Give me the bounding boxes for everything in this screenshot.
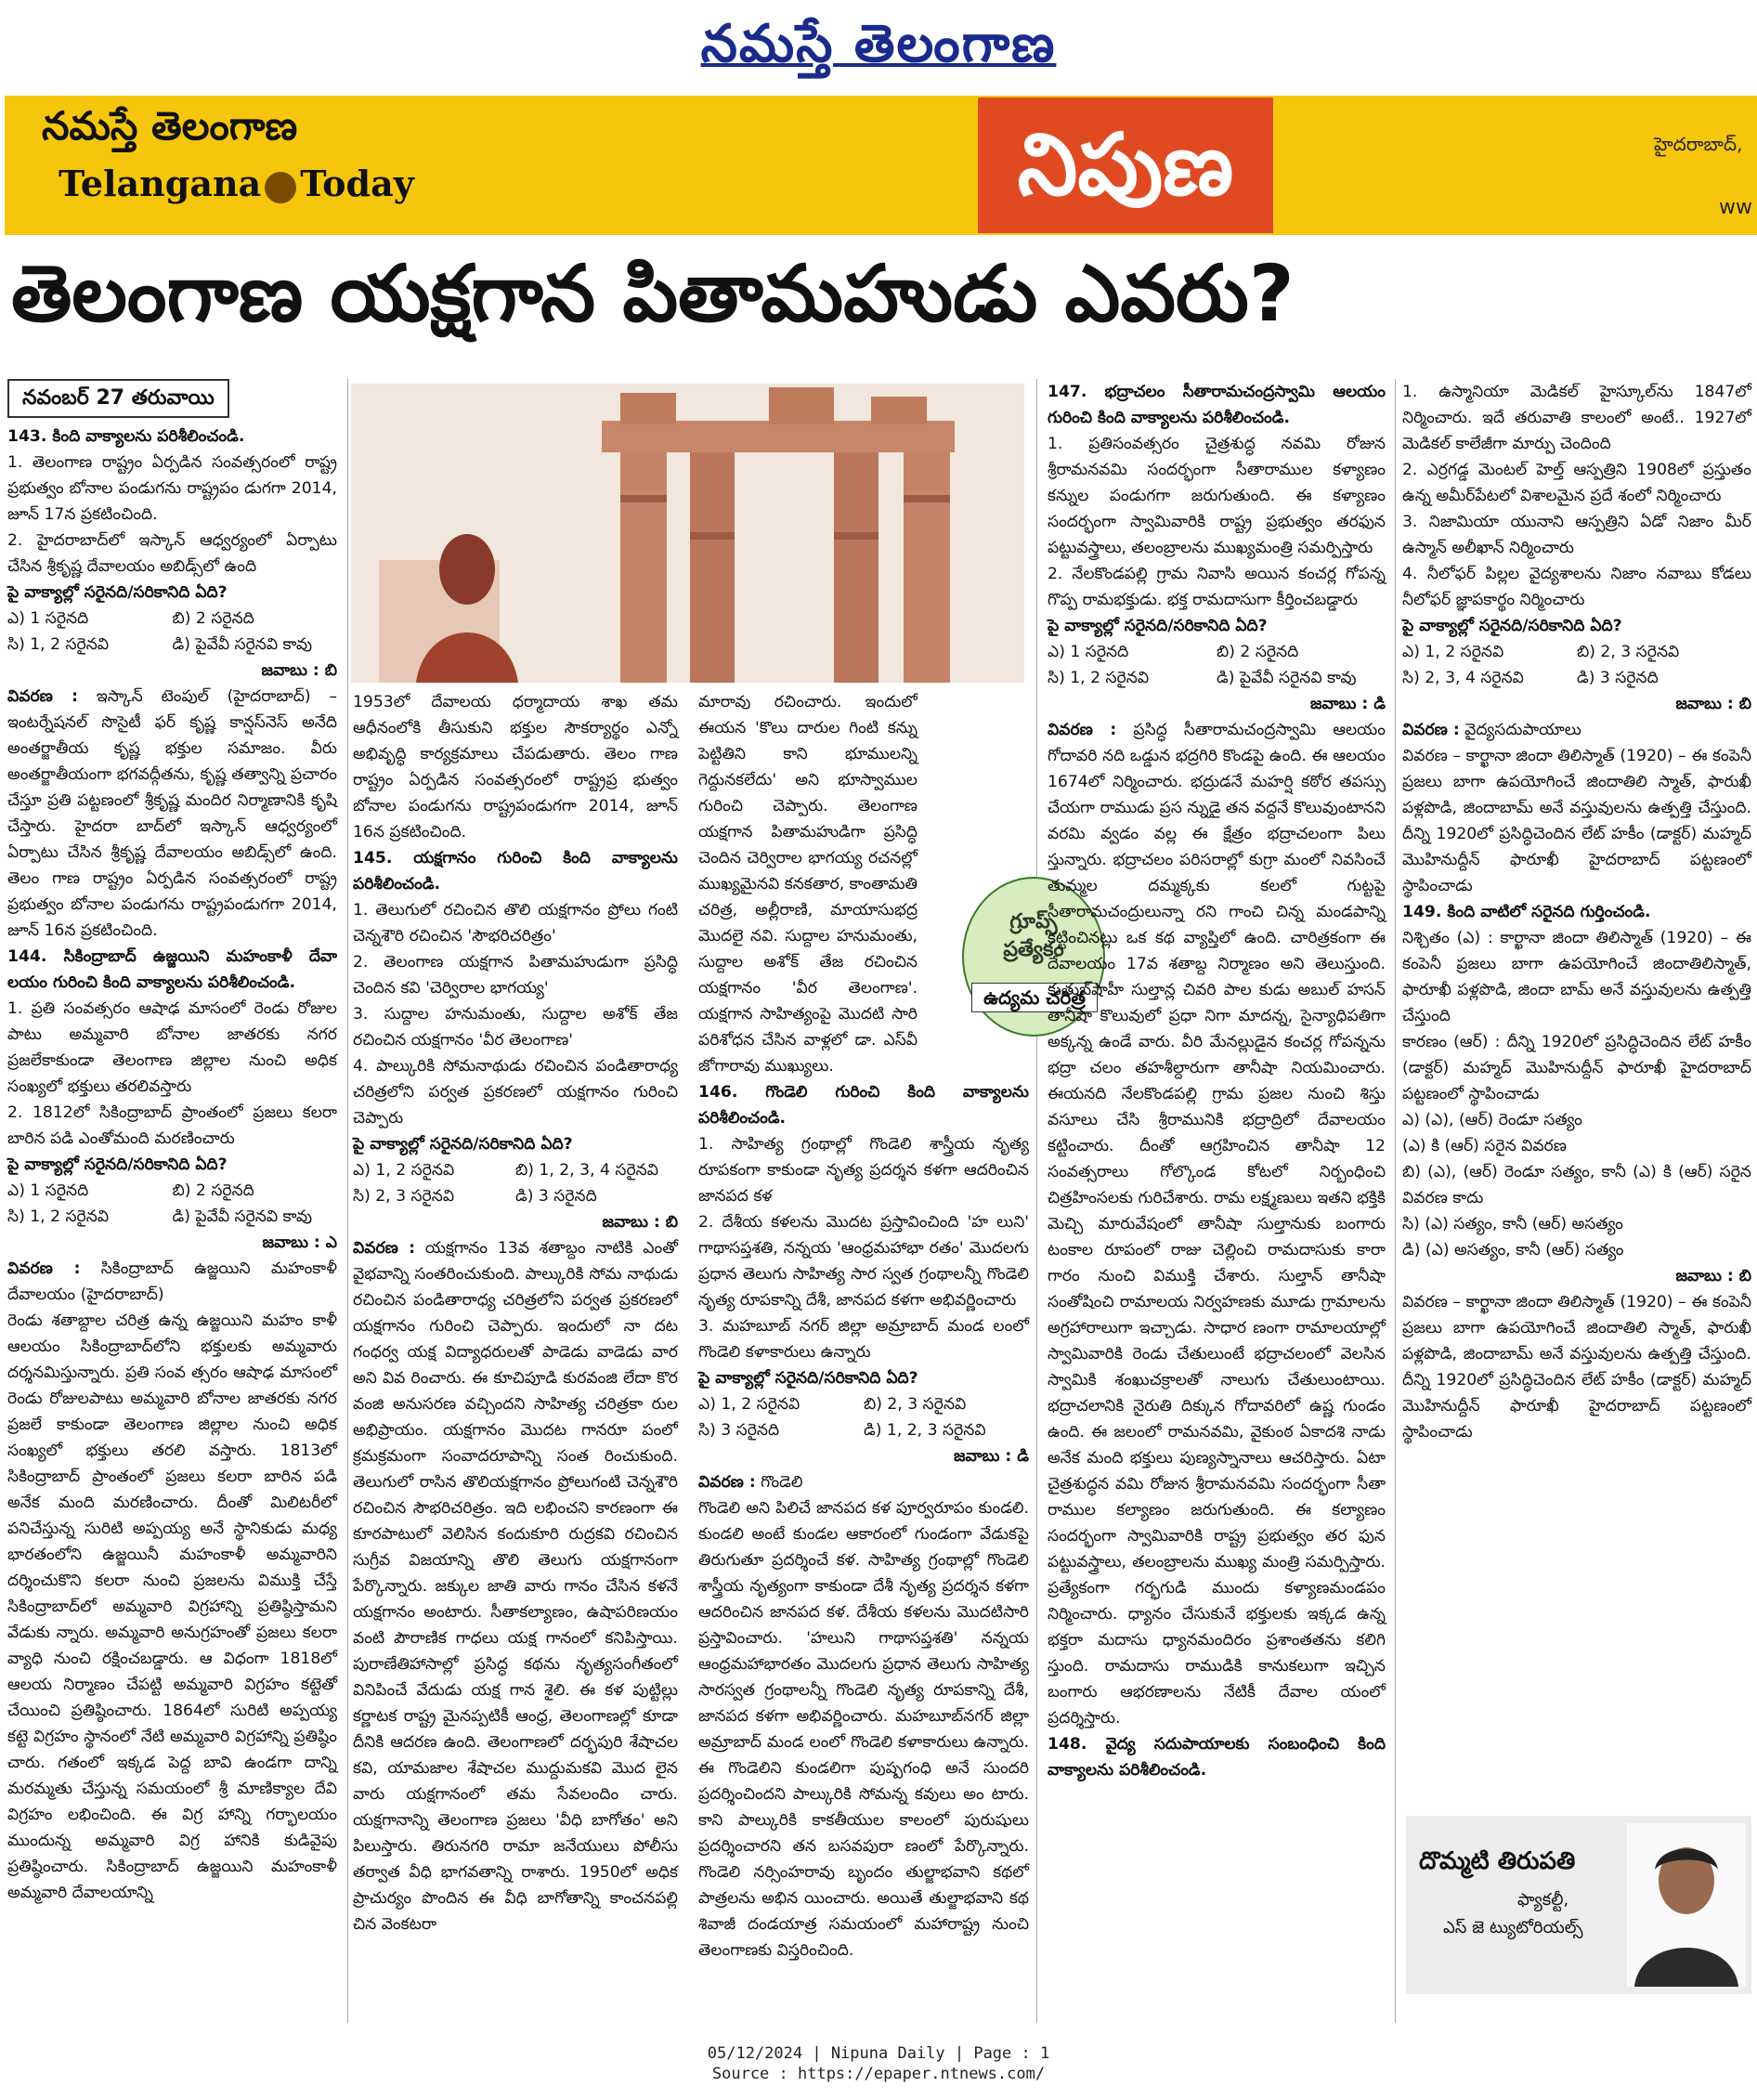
footer-date-page: 05/12/2024 | Nipuna Daily | Page : 1 (707, 2044, 1050, 2063)
statement: 1. ప్రతి సంవత్సరం ఆషాఢ మాసంలో రెండు రోజుల పాటు అమ్మవారి బోనాల జాతరకు నగర ప్రజలేకాకుండా తెలంగాణ జిల్లాల నుంచి అధిక సంఖ్యలో భక్తులు తరలివస్తారు (7, 999, 337, 1096)
explanation-heading: వివరణ : (1048, 721, 1117, 739)
option: బి) 2 సరైనది (172, 609, 254, 628)
statement: 3. మహబూబ్ నగర్ జిల్లా అమ్రాబాద్ మండ లంలో గొండెలి కళాకారులు ఉన్నారు (698, 1317, 1029, 1362)
option: ఎ) 1 సరైనది (7, 609, 89, 628)
option: ఎ) 1, 2 సరైనవి (698, 1395, 800, 1414)
question-prompt: పై వాక్యాల్లో సరైనది/సరికానిది ఏది? (1402, 617, 1622, 635)
paragraph: మారావు రచించారు. ఇందులో ఈయన 'కొలు దారుల గింటి కన్ను పెట్టితిని కాని భూములన్ని గెద్దునకలేదు' అని భూస్వాముల గురించి చెప్పారు. తెలంగాణ యక్షగాన పితామహుడిగా ప్రసిద్ధి చెందిన చెర్విరాల భాగయ్య రచనల్లో ముఖ్యమైనవి కనకతార, కాంతామతి చరిత్ర, అల్లీరాణి, మాయాసుభద్ర మొదలై నవి. సుద్దాల హనుమంతు, సుద్దాల అశోక్ తేజ రచించిన యక్షగానం 'వీర తెలంగాణ'. యక్షగాన సాహిత్యంపై మొదటి సారి పరిశోధన చేసిన వాళ్లలో డా. ఎస్‌వీ జోగారావు ముఖ్యులు. (698, 693, 918, 1076)
option: డి) (ఎ) అసత్యం, కానీ (ఆర్) సత్యం (1402, 1241, 1624, 1259)
statement: 2. హైదరాబాద్‌లో ఇస్కాన్ ఆధ్వర్యంలో ఏర్పాటు చేసిన శ్రీకృష్ణ దేవాలయం అబిడ్స్‌లో ఉంది (7, 531, 337, 576)
answer: జవాబు : బి (1675, 695, 1751, 713)
statement: 1. తెలంగాణ రాష్ట్రం ఏర్పడిన సంవత్సరంలో రాష్ట్ర ప్రభుత్వం బోనాల పండుగను రాష్ట్రపం డుగగా 2014, జూన్ 17న ప్రకటించింది. (7, 453, 337, 524)
explanation (1402, 717, 1751, 743)
option: ఎ) (ఎ), (ఆర్) రెండూ సత్యం (1402, 1111, 1582, 1129)
option: సి) 2, 3 సరైనవి (353, 1187, 455, 1206)
website-fragment: ww (1719, 196, 1752, 219)
option: బి) 2 సరైనది (172, 1181, 254, 1200)
explanation-text: వివరణ – కార్ఖానా జిందా తిలిస్మాత్ (1920) – ఈ కంపెనీ ప్రజలు బాగా ఉపయోగించే జిందాతిలి స్మాత్, ఫారుఖీ పళ్లపొడి, జిందాబామ్ అనే వస్తువులను ఉత్పత్తి చేస్తుంది. దీన్ని 1920లో ప్రసిద్ధిచెందిన లేట్ హకీం (డాక్టర్) మహ్మద్ మొహినుద్దీన్ ఫారూఖీ హైదరాబాద్ పట్టణంలో స్థాపించాడు (1402, 1293, 1751, 1441)
explanation (7, 1256, 337, 1308)
question-prompt: పై వాక్యాల్లో సరైనది/సరికానిది ఏది? (1048, 617, 1268, 635)
explanation-heading: వివరణ : (698, 1473, 756, 1492)
explanation-text: గొండెలి అని పిలిచే జానపద కళ పూర్వరూపం కుండలి. కుండలి అంటే కుండల ఆకారంలో గుండంగా వేడుకపై తిరుగుతూ ప్రదర్శించే కళ. సాహిత్య గ్రంథాల్లో గొండెలి శాస్త్రీయ నృత్యంగా కాకుండా దేశీ నృత్య ప్రదర్శన కళగా ఆదరించిన జానపద కళ. దేశీయ కళలను మొదటిసారి ప్రస్తావించారు. 'హలుని గాథాసప్తశతి' నన్నయ ఆంధ్రమహాభారతం మొదలగు ప్రధాన తెలుగు సాహిత్య సారస్వత గ్రంథాలన్నీ గొండెలి నృత్య రూపకాన్ని దేశీ, జానపద కళగా అభివర్ణించారు. మహబూబ్‌నగర్ జిల్లా అమ్రాబాద్ మండ లంలో గొండెలి కళాకారులు ఉన్నారు. ఈ గొండెలిని కుండలిగా పుష్పగంధి అనే సుందరి ప్రదర్శించిందని పాల్కురికి సోమన్న కవులు అం టారు. కాని పాల్కురికి కాకతీయుల కాలంలో పురుషులు ప్రదర్శించారని తన బసవపురా ణంలో పేర్కొన్నారు. గొండెలి నర్సింహరావు బృందం తుల్జాభవాని కథలో పాత్రలను అభిన యించారు. అయితే తుల్జాభవాని కథ శివాజీ దండయాత్ర సమయంలో మహారాష్ట్ర నుంచి తెలంగాణకు విస్తరించింది. (698, 1499, 1029, 1960)
reason: కారణం (ఆర్) : దీన్ని 1920లో ప్రసిద్ధిచెందిన లేట్ హకీం (డాక్టర్) మహ్మద్ మొహినుద్దీన్ ఫారూఖీ హైదరాబాద్ పట్టణంలో స్థాపించాడు (1402, 1033, 1751, 1103)
statement: 4. నీలోఫర్ పిల్లల వైద్యశాలను నిజాం నవాబు కోడలు నీలోఫర్ జ్ఞాపకార్థం నిర్మించారు (1402, 565, 1751, 609)
author-organization: ఎస్ జె ట్యుటోరియల్స్ (1443, 1918, 1583, 1937)
explanation-heading: వివరణ : (7, 1259, 81, 1278)
question-prompt: పై వాక్యాల్లో సరైనది/సరికానిది ఏది? (698, 1369, 918, 1388)
question-147: 147. భద్రాచలం సీతారామచంద్రస్వామి ఆలయం గురించి కింది వాక్యాలను పరిశీలించండి. (1048, 383, 1386, 427)
statement: 2. నేలకొండపల్లి గ్రామ నివాసి అయిన కంచర్ల గోపన్న గొప్ప రామభక్తుడు. భక్త రామదాసుగా కీర్తించబడ్డారు (1048, 565, 1386, 609)
brand-english-left: Telangana (59, 163, 262, 204)
statement: 3. సుద్దాల హనుమంతు, సుద్దాల అశోక్ తేజ రచించిన యక్షగానం 'వీర తెలంగాణ' (353, 1005, 678, 1050)
option: డి) 3 సరైనది (515, 1187, 597, 1206)
brand-telugu: నమస్తే తెలంగాణ (42, 103, 298, 149)
option: బి) 2 సరైనది (1217, 643, 1299, 661)
explanation-text: యక్షగానం 13వ శతాబ్దం నాటికి ఎంతో వైభవాన్ని సంతరించుకుంది. పాల్కురికి సోమ నాథుడు రచించిన పండితారాధ్య చరిత్రలోని పర్వత ప్రకరణలో యక్షగానం గురించి చెప్పారు. ఇందులో నా దట గంధర్వ యక్ష విద్యాధరులతో పాడెడు వాడెడు వార అని వివ రించారు. ఈ కూచిపూడి కురవంజి లేదా కొర వంజి అనుసరణ వచ్చిందని సాహిత్య చరిత్రకా రుల అభిప్రాయం. యక్షగానం మొదట గానరూ పంలో క్రమక్రమంగా సంవాదరూపాన్ని సంత రించుకుంది. తెలుగులో రాసిన తొలియక్షగానం ప్రోలుగంటి చెన్నశౌరి రచించిన సౌభరిచరిత్రం. ఇది లభించని కారణంగా ఈ కూరపాటులో వెలిసిన కందుకూరి రుద్రకవి రచించిన సుగ్రీవ విజయాన్ని తొలి తెలుగు యక్షగానంగా పేర్కొన్నారు. జక్కుల జాతి వారు గానం చేసిన కళనే యక్షగానం అంటారు. సీతాకల్యాణం, ఉషాపరిణయం వంటి పౌరాణిక గాధలు యక్ష గానంలో కనిపిస్తాయి. పురాణేతిహాసాల్లో ప్రసిద్ధ కథను నృత్యసంగీతంలో వినిపించే వేదుడు యక్ష గాన శైలి. ఈ కళ పుట్టిల్లు కర్ణాటక రాష్ట్ర మైనప్పటికీ ఆంధ్ర, తెలంగాణల్లో కూడా దీనికి ఆదరణ ఉంది. తెలంగాణలో దర్భపురి శేషాచల కవి, యామజాల శేషాచల ముద్దుమకవి మొద లైన వారు యక్షగానంలో తమ సేవలందిం చారు. యక్షగానాన్ని తెలంగాణ ప్రజలు 'వీధి బాగోతం' అని పిలుస్తారు. తిరునగరి రామా జనేయులు పోలీసు తర్వాత వీధి భాగవతాన్ని రాశారు. 1950లో అధిక ప్రాచుర్యం పొందిన ఈ వీధి బాగోతాన్ని కాంచనపల్లి చిన వెంకటరా (353, 1239, 679, 1934)
answer: జవాబు : బి (602, 1213, 678, 1232)
option: ఎ) 1 సరైనది (1048, 643, 1129, 661)
options (698, 1391, 1029, 1443)
options (353, 1157, 678, 1209)
question-prompt: పై వాక్యాల్లో సరైనది/సరికానిది ఏది? (353, 1135, 573, 1154)
explanation-heading: వివరణ : (353, 1239, 416, 1258)
masthead (0, 0, 1757, 88)
statement: 2. 1812లో సికింద్రాబాద్ ప్రాంతంలో ప్రజలు కలరా బారిన పడి ఎంతోమంది మరణించారు (7, 1103, 337, 1148)
explanation (1048, 717, 1386, 1731)
option: సి) 2, 3, 4 సరైనవి (1402, 669, 1524, 687)
option: సి) 1, 2 సరైనవి (7, 635, 110, 654)
question-145: 145. యక్షగానం గురించి కింది వాక్యాలను పరిశీలించండి. (353, 849, 678, 893)
author-box (1406, 1816, 1751, 1994)
option: డి) పైవేవీ సరైనవి కావు (1217, 669, 1357, 687)
section-banner (5, 96, 1757, 235)
footer-source: Source : https://epaper.ntnews.com/ (711, 2065, 1046, 2083)
option: సి) 3 సరైనది (698, 1421, 780, 1440)
option: ఎ) 1, 2 సరైనవి (1402, 643, 1504, 661)
explanation (698, 1469, 1029, 1495)
assertion: నిశ్చితం (ఎ) : కార్ఖానా జిందా తిలిస్మాత్ (1920) – ఈ కంపెనీ ప్రజలు బాగా ఉపయోగించే జిందాతిలిస్మాత్, ఫారూఖీ పళ్లపొడి, జిందా బామ్ అనే వస్తువులను ఉత్పత్తి చేస్తుంది (1402, 929, 1751, 1025)
column-divider (1036, 379, 1037, 2023)
explanation-text: ప్రసిద్ధ సీతారామచంద్రస్వామి ఆలయం గోదావరి నది ఒడ్డున భద్రగిరి కొండపై ఉంది. ఈ ఆలయం 1674లో నిర్మించారు. భద్రుడనే మహర్షి కఠోర తపస్సు చేయగా రాముడు ప్రస న్నుడై తన వద్దనే కొలువుంటానని వరమి వ్వడం వల్ల ఈ క్షేత్రం భద్రాచలంగా పిలు స్తున్నారు. భద్రాచలం పరిసరాల్లో కుగ్రా మంలో నివసించే తుమ్మల దమ్మక్కకు కలలో గుట్టపై సీతారామచంద్రులున్నా రని గాంచి చిన్న మండపాన్ని కట్టించినట్లు ఒక కథ వ్యాప్తిలో ఉంది. చారిత్రకంగా ఈ దేవాలయం 17వ శతాబ్ద నిర్మాణం అని తెలుస్తుంది. కుతుబ్‌షాహీ సుల్తాన్ల చివరి పాల కుడు అబుల్ హసన్ తానీషా కొలువులో ప్రధా నిగా మాదన్న, సైన్యాధిపతిగా అక్కన్న ఉండే వారు. వీరి మేనల్లుడైన కంచర్ల గోపన్నను భద్రా చలం తహశీల్దారుగా తానీషా నియమించారు. ఈయనది నేలకొండపల్లి గ్రామ ప్రజల నుంచి శిస్తు వసూలు చేసి శ్రీరామునికి భద్రాద్రిలో దేవాలయం కట్టించారు. దీంతో ఆగ్రహించిన తానీషా 12 సంవత్సరాలు గోల్కొండ కోటలో నిర్బంధించి చిత్రహింసలకు గురిచేశారు. రామ లక్ష్మణులు ఇతని భక్తికి మెచ్చి మారువేషంలో తానీషా సుల్తానుకు బంగారు టంకాల రూపంలో రాజు చెల్లించి రామదాసుకు కారా గారం నుంచి విముక్తి చేశారు. సుల్తాన్ తానీషా సంతోషించి రామాలయ నిర్వహణకు మూడు గ్రామాలను అగ్రహారాలుగా ఇచ్చాడు. సాధార ణంగా రామాలయాల్లో స్వామివారికి రెండు చేతులుంటే భద్రాచలంలో వెలసిన స్వామికి శంఖుచక్రాలతో నాలుగు చేతులుంటాయి. భద్రాచలానికి నైరుతి దిక్కున గోదావరిలో ఉష్ణ గుండం ఉంది. ఈ జలంలో రామనవమి, వైకుంఠ ఏకాదశి నాడు అనేక మంది భక్తులు పుణ్యస్నానాలు ఆచరిస్తారు. ఏటా చైత్రశుద్ధన వమి రోజున శ్రీరామనవమి సందర్భంగా సీతా రాముల కల్యాణం జరుగుతుంది. ఈ కల్యాణం సందర్భంగా స్వామివారికి రాష్ట్ర ప్రభుత్వం తర ఫున పట్టువస్త్రాలు, తలంబ్రాలను ముఖ్య మంత్రి సమర్పిస్తారు. ప్రత్యేకంగా గర్భగుడి ముందు కళ్యాణమండపం నిర్మించారు. ధ్యానం చేసుకునే భక్తులకు ఇక్కడ ఉన్న భక్తరా మదాసు ధ్యానమందిరం ప్రశాంతతను కలిగి స్తుంది. రామదాసు రాముడికి కానుకలుగా ఇచ్చిన బంగారు ఆభరణాలను నేటికీ దేవాల యంలో ప్రదర్శిస్తారు. (1048, 721, 1386, 1728)
badge-line-1: గ్రూప్స్ (1009, 910, 1058, 933)
badge-line-2: ప్రత్యేకం (1003, 938, 1064, 961)
question-149: 149. కింది వాటిలో సరైనది గుర్తించండి. (1402, 903, 1651, 921)
sun-emblem-icon (265, 172, 296, 203)
author-role: ఫ్యాకల్టీ, (1517, 1890, 1569, 1910)
options (7, 1178, 337, 1230)
headline: తెలంగాణ యక్షగాన పితామహుడు ఎవరు? (11, 248, 1295, 339)
column-divider (1395, 379, 1396, 2023)
option: డి) 3 సరైనది (1577, 669, 1659, 687)
option: డి) పైవేవీ సరైనవి కావు (172, 1207, 313, 1226)
question-prompt: పై వాక్యాల్లో సరైనది/సరికానిది ఏది? (7, 1155, 228, 1174)
statement: 2. ఎర్రగడ్డ మెంటల్ హెల్త్ ఆస్పత్రిని 1908లో ప్రస్తుతం ఉన్న అమీర్‌పేటలో విశాలమైన ప్రదే శంలో నిర్మించారు (1402, 461, 1751, 505)
statement: 2. తెలంగాణ యక్షగాన పితామహుడుగా ప్రసిద్ధి చెందిన కవి 'చెర్విరాల భాగయ్య' (353, 953, 678, 998)
question-148: 148. వైద్య సదుపాయాలకు సంబంధించి కింది వాక్యాలను పరిశీలించండి. (1048, 1735, 1386, 1780)
statement: 3. నిజామియా యునాని ఆస్పత్రిని ఏడో నిజాం మీర్ ఉస్మాన్ అలీఖాన్ నిర్మించారు (1402, 513, 1751, 557)
answer: జవాబు : బి (261, 661, 337, 680)
option: (ఎ) కి (ఆర్) సరైన వివరణ (1402, 1137, 1567, 1155)
person-icon (1627, 1823, 1746, 1987)
column-3 (698, 689, 1029, 1963)
explanation-heading: వివరణ : (1402, 721, 1460, 739)
option: సి) 1, 2 సరైనవి (7, 1207, 110, 1226)
explanation-title: సికింద్రాబాద్ ఉజ్జయిని మహంకాళీ దేవాలయం (హైదరాబాద్) (7, 1259, 337, 1304)
statement: 1. ఉస్మానియా మెడికల్ హైస్కూల్‌ను 1847లో నిర్మించారు. ఇదే తరువాతి కాలంలో అంటే.. 1927లో మెడికల్ కాలేజీగా మార్పు చెందింది (1402, 383, 1751, 453)
statement: 1. సాహిత్య గ్రంథాల్లో గొండెలి శాస్త్రీయ నృత్య రూపకంగా కాకుండా నృత్య ప్రదర్శన కళగా ఆదరించిన జానపద కళ (698, 1135, 1029, 1206)
column-4 (1048, 379, 1386, 1783)
option: బి) 2, 3 సరైనవి (864, 1395, 967, 1414)
option: బి) 1, 2, 3, 4 సరైనవి (515, 1161, 658, 1180)
options (1048, 639, 1386, 691)
temple-gateway-icon (351, 384, 1024, 683)
question-prompt: పై వాక్యాల్లో సరైనది/సరికానిది ఏది? (7, 583, 228, 602)
option: ఎ) 1, 2 సరైనవి (353, 1161, 455, 1180)
temple-illustration (351, 384, 1024, 683)
column-2 (353, 689, 678, 1937)
question-143: 143. కింది వాక్యాలను పరిశీలించండి. (7, 427, 245, 446)
explanation-text: రెండు శతాబ్దాల చరిత్ర ఉన్న ఉజ్జయిని మహం కాళీ ఆలయం సికింద్రాబాద్‌లోని భక్తులకు అమ్మవారు దర్శనమిస్తున్నారు. ప్రతి సంవ త్సరం ఆషాఢ మాసంలో రెండు రోజులపాటు అమ్మవారి బోనాల జాతరకు నగర ప్రజలే కాకుండా తెలంగాణ జిల్లాల నుంచి అధిక సంఖ్యలో భక్తులు తరలి వస్తారు. 1813లో సికింద్రాబాద్ ప్రాంతంలో ప్రజలు కలరా బారిన పడి అనేక మంది మరణించారు. దీంతో మిలిటరీలో పనిచేస్తున్న సురిటి అప్పయ్య అనే స్థానికుడు మధ్య భారతంలోని ఉజ్జయినీ మహంకాళీ అమ్మవారిని దర్శించుకొని కలరా నుంచి ప్రజలను విముక్తి చేస్తే సికింద్రాబాద్‌లో అమ్మవారి విగ్రహాన్ని ప్రతిష్ఠిస్తామని వేడుకు న్నారు. అమ్మవారి అనుగ్రహంతో ప్రజలు కలరా వ్యాధి నుంచి రక్షించబడ్డారు. ఆ విధంగా 1818లో ఆలయ నిర్మాణం చేపట్టి అమ్మవారి విగ్రహం కట్టెతో చేయించి ప్రతిష్ఠించారు. 1864లో సురిటి అప్పయ్య కట్టె విగ్రహం స్థానంలో నేటి అమ్మవారి విగ్రహాన్ని ప్రతిష్ఠిం చారు. గతంలో ఇక్కడ పెద్ద బావి ఉండగా దాన్ని మరమ్మతు చేస్తున్న సమయంలో శ్రీ మాణిక్యాల దేవి విగ్రహం లభించింది. ఈ విగ్ర హాన్ని గర్భాలయం ముందున్న అమ్మవారి విగ్ర హానికి కుడివైపు ప్రతిష్ఠించారు. సికింద్రాబాద్ ఉజ్జయిని మహంకాళీ అమ్మవారి దేవాలయాన్ని (7, 1311, 337, 1902)
column-1 (7, 379, 337, 1906)
brand-english-right: Today (300, 163, 414, 204)
explanation (7, 684, 337, 944)
option: ఎ) 1 సరైనది (7, 1181, 89, 1200)
column-divider (347, 379, 348, 2023)
answer: జవాబు : ఎ (262, 1233, 337, 1252)
options (1402, 639, 1751, 691)
badge-subtitle: ఉద్యమ చరిత్ర (971, 983, 1098, 1012)
answer: జవాబు : బి (1675, 1267, 1751, 1285)
footer (0, 2043, 1757, 2084)
statement: 1. ప్రతిసంవత్సరం చైత్రశుద్ధ నవమి రోజున శ్రీరామనవమి సందర్భంగా సీతారాముల కళ్యాణం కన్నుల పండుగగా జరుగుతుంది. ఈ కళ్యాణం సందర్భంగా స్వామివారికి రాష్ట్ర ప్రభుత్వం తరఫున పట్టువస్త్రాలు, తలంబ్రాలను ముఖ్యమంత్రి సమర్పిస్తారు (1048, 435, 1386, 557)
option: సి) (ఎ) సత్యం, కానీ (ఆర్) అసత్యం (1402, 1215, 1623, 1233)
brand-english (59, 163, 414, 204)
masthead-logo: నమస్తే తెలంగాణ (700, 14, 1057, 74)
column-5 (1402, 379, 1751, 1445)
explanation-text: ఇస్కాన్ టెంపుల్ (హైదరాబాద్) – ఇంటర్నేషనల్ సొసైటీ ఫర్ కృష్ణ కాన్షస్‌నెస్ అనేది అంతర్జాతీయ కృష్ణ భక్తుల సమాజం. వీరు అంతర్జాతీయంగా భగవద్గీతను, కృష్ణ తత్వాన్ని ప్రచారం చేస్తూ ప్రతి పట్టణంలో శ్రీకృష్ణ మందిర నిర్మాణానికి కృషి చేస్తారు. హైదరా బాద్‌లో ఇస్కాన్ ఆధ్వర్యంలో ఏర్పాటు చేసిన శ్రీకృష్ణ దేవాలయం అబిడ్స్‌లో ఉంది. తెలం గాణ రాష్ట్రం ఏర్పడిన సంవత్సరంలో రాష్ట్ర ప్రభుత్వం బోనాల పండుగను రాష్ట్రపండుగగా 2014, జూన్ 16న ప్రకటించింది. (7, 687, 338, 940)
paragraph: 1953లో దేవాలయ ధర్మాదాయ శాఖ తమ ఆధీనంలోకి తీసుకుని భక్తుల సౌకర్యార్థం ఎన్నో అభివృద్ధి కార్యక్రమాలు చేపడుతారు. తెలం గాణ రాష్ట్రం ఏర్పడిన సంవత్సరంలో రాష్ట్రప్ర భుత్వం బోనాల పండుగను రాష్ట్రపండుగగా 2014, జూన్ 16న ప్రకటించింది. (353, 693, 678, 841)
date-box: నవంబర్ 27 తరువాయి (7, 379, 229, 418)
option: బి) (ఎ), (ఆర్) రెండూ సత్యం, కానీ (ఎ) కి (ఆర్) సరైన వివరణ కాదు (1402, 1163, 1751, 1207)
statement: 2. దేశీయ కళలను మొదట ప్రస్తావించింది 'హ లుని' గాథాసప్తశతి, నన్నయ 'ఆంధ్రమహాభా రతం' మొదలగు ప్రధాన తెలుగు సాహిత్య సార స్వత గ్రంథాలన్నీ గొండెలి నృత్య రూపకాన్ని దేశీ, జానపద కళగా అభివర్ణించారు (698, 1213, 1029, 1310)
option: డి) పైవేవీ సరైనవి కావు (172, 635, 313, 654)
author-name: దొమ్మటి తిరుపతి (1419, 1847, 1576, 1875)
question-144: 144. సికింద్రాబాద్ ఉజ్జయిని మహంకాళీ దేవా లయం గురించి కింది వాక్యాలను పరిశీలించండి. (7, 947, 337, 992)
author-photo (1627, 1823, 1746, 1987)
city-dateline: హైదరాబాద్, (1654, 133, 1743, 155)
option: డి) 1, 2, 3 సరైనవి (864, 1421, 986, 1440)
section-title: నిపుణ (978, 98, 1273, 233)
explanation (353, 1235, 678, 1937)
answer: జవాబు : డి (1310, 695, 1386, 713)
statement: 4. పాల్కురికి సోమనాథుడు రచించిన పండితారాధ్య చరిత్రలోని పర్వత ప్రకరణలో యక్షగానం గురించి చెప్పారు (353, 1057, 678, 1128)
options (7, 606, 337, 658)
answer: జవాబు : డి (954, 1447, 1029, 1466)
explanation-title: వైద్యసదుపాయాలు (1464, 721, 1581, 739)
statement: 1. తెలుగులో రచించిన తొలి యక్షగానం ప్రోలు గంటి చెన్నశౌరి రచించిన 'సౌభరిచరిత్రం' (353, 901, 678, 946)
explanation-heading: వివరణ : (7, 687, 79, 706)
explanation-text: వివరణ – కార్ఖానా జిందా తిలిస్మాత్ (1920) – ఈ కంపెనీ ప్రజలు బాగా ఉపయోగించే జిందాతిలి స్మాత్, ఫారుఖీ పళ్లపొడి, జిందాబామ్ అనే వస్తువులను ఉత్పత్తి చేస్తుంది. దీన్ని 1920లో ప్రసిద్ధిచెందిన లేట్ హకీం (డాక్టర్) మహ్మద్ మొహినుద్దీన్ ఫారూఖీ హైదరాబాద్ పట్టణంలో స్థాపించాడు (1402, 747, 1751, 895)
option: బి) 2, 3 సరైనవి (1577, 643, 1680, 661)
option: సి) 1, 2 సరైనవి (1048, 669, 1150, 687)
question-146: 146. గొండెలి గురించి కింది వాక్యాలను పరిశీలించండి. (698, 1083, 1029, 1128)
explanation-title: గొండెలి (761, 1473, 803, 1492)
